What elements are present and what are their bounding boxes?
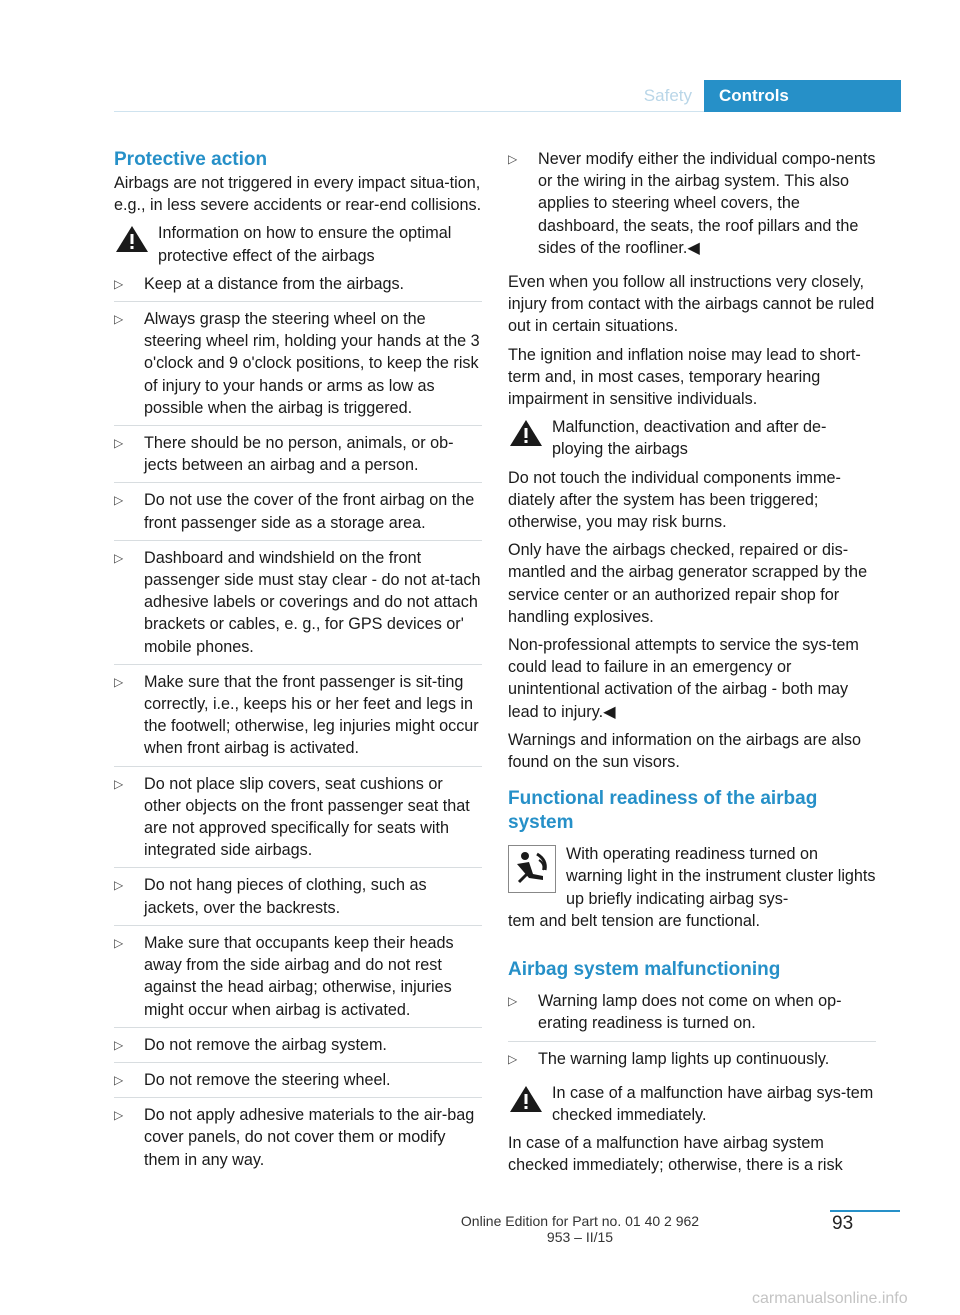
bullet-arrow-icon: ▷ [114, 436, 124, 451]
bullet-arrow-icon: ▷ [114, 776, 124, 791]
paragraph: Even when you follow all instructions very closely, injury from contact with the airbags cannot be ruled out in certain situations. [508, 273, 875, 336]
bullet-arrow-icon: ▷ [508, 152, 518, 166]
list-item: ▷ Never modify either the individual compo-nents or the wiring in the airbag system. This also applies to steering wheel covers, the dashboard, the seats, the roof pillars and the sides of the roofliner.◀ [508, 150, 876, 257]
list-item: ▷ Do not place slip covers, seat cushions or other objects on the front passenger seat that are not approved specifically for seats with integrated side airbags. [114, 773, 482, 869]
list-item: ▷ Keep at a distance from the airbags. [114, 273, 482, 302]
paragraph: In case of a malfunction have airbag system checked immediately; otherwise, there is a risk [508, 1134, 843, 1175]
bullet-arrow-icon: ▷ [114, 1037, 124, 1052]
paragraph: The ignition and inflation noise may lead to short-term and, in most cases, temporary hearing impairment in sensitive individuals. [508, 345, 861, 409]
list-item: ▷ Warning lamp does not come on when op-erating readiness is turned on. [508, 990, 876, 1041]
readiness-text: With operating readiness turned on warning light in the instrument cluster lights up briefly indicating airbag sys- [566, 845, 876, 908]
note-text: Information on how to ensure the optimal protective effect of the airbags [158, 224, 452, 265]
paragraph: Only have the airbags checked, repaired or dis-mantled and the airbag generator scrapped by the service center or an authorized repair shop for handling explosives. [508, 541, 868, 626]
bullet-arrow-icon: ▷ [114, 878, 124, 893]
readiness-text-continued: tem and belt tension are functional. [508, 911, 760, 930]
note-text: In case of a malfunction have airbag sys-tem checked immediately. [552, 1083, 874, 1124]
list-item: ▷ The warning lamp lights up continuously. [508, 1048, 876, 1076]
paragraph: Do not touch the individual components imme-diately after the system has been triggered; otherwise, you may risk burns. [508, 468, 841, 532]
bullet-arrow-icon: ▷ [114, 674, 124, 689]
page-number: 93 [832, 1213, 854, 1234]
heading-malfunction: Airbag system malfunctioning [508, 959, 781, 981]
list-item: ▷ Do not remove the steering wheel. [114, 1069, 482, 1098]
warning-triangle-icon [508, 1084, 544, 1120]
bullet-arrow-icon: ▷ [114, 935, 124, 950]
watermark: carmanualsonline.info [752, 1290, 908, 1307]
list-item: ▷ Do not remove the airbag system. [114, 1034, 482, 1063]
heading-functional-readiness: Functional readiness of the airbag system [508, 788, 818, 834]
paragraph: Warnings and information on the airbags are also found on the sun visors. [508, 730, 862, 772]
bullet-arrow-icon: ▷ [114, 312, 124, 327]
intro-paragraph: Airbags are not triggered in every impact situa-tion, e.g., in less severe accidents or rear-end collisions. [114, 174, 482, 215]
warning-triangle-icon [114, 224, 150, 260]
list-item: ▷ Make sure that the front passenger is sit-ting correctly, i.e., keeps his or her feet and legs in the footwell; otherwise, leg injuries might occur when front airbag is activated. [114, 671, 482, 767]
bullet-arrow-icon: ▷ [508, 1051, 518, 1066]
malfunction-list [508, 990, 876, 1076]
tab-controls[interactable]: Controls [704, 80, 901, 112]
list-item: ▷ There should be no person, animals, or ob-jects between an airbag and a person. [114, 432, 482, 483]
paragraph: Non-professional attempts to service the sys-tem could lead to failure in an emergency or unintentional activation of the airbag - both may lead to injury.◀ [508, 636, 859, 721]
list-item: ▷ Do not hang pieces of clothing, such as jackets, over the backrests. [114, 874, 482, 925]
header-rule [114, 111, 704, 112]
warning-note [508, 416, 876, 460]
left-column [114, 148, 482, 1183]
right-column [508, 148, 876, 1183]
bullet-arrow-icon: ▷ [114, 550, 124, 565]
list-item: ▷ Make sure that occupants keep their heads away from the side airbag and do not rest against the head airbag; otherwise, injuries might occur when airbag is activated. [114, 932, 482, 1028]
list-item: ▷ Always grasp the steering wheel on the steering wheel rim, holding your hands at the 3 o'clock and 9 o'clock positions, to keep the risk of injury to your hands or arms as low as possible when the airbag is triggered. [114, 308, 482, 426]
note-text: Malfunction, deactivation and after de-ploying the airbags [552, 418, 827, 459]
list-item: ▷ Do not use the cover of the front airbag on the front passenger side as a storage area. [114, 489, 482, 540]
protective-list [114, 273, 482, 1177]
warning-note [508, 1082, 876, 1126]
tab-safety[interactable]: Safety [643, 86, 692, 105]
modify-list [508, 148, 876, 265]
bullet-arrow-icon: ▷ [114, 276, 124, 291]
bullet-arrow-icon: ▷ [114, 1108, 124, 1123]
bullet-arrow-icon: ▷ [114, 1072, 124, 1087]
footer-rule [830, 1210, 900, 1212]
list-item: ▷ Do not apply adhesive materials to the air-bag cover panels, do not cover them or modify them in any way. [114, 1106, 475, 1169]
edition-text: Online Edition for Part no. 01 40 2 962 953 – II/15 [460, 1213, 700, 1245]
heading-protective-action: Protective action [114, 149, 268, 170]
warning-note [114, 222, 482, 266]
list-item: ▷ Dashboard and windshield on the front passenger side must stay clear - do not at-tach adhesive labels or coverings and do not attach brackets or cables, e. g., for GPS devices or' mobile phones. [114, 547, 482, 665]
readiness-block [508, 843, 876, 932]
airbag-warning-lamp-icon [508, 845, 556, 893]
bullet-arrow-icon: ▷ [114, 493, 124, 508]
bullet-arrow-icon: ▷ [508, 994, 518, 1009]
warning-triangle-icon [508, 418, 544, 454]
